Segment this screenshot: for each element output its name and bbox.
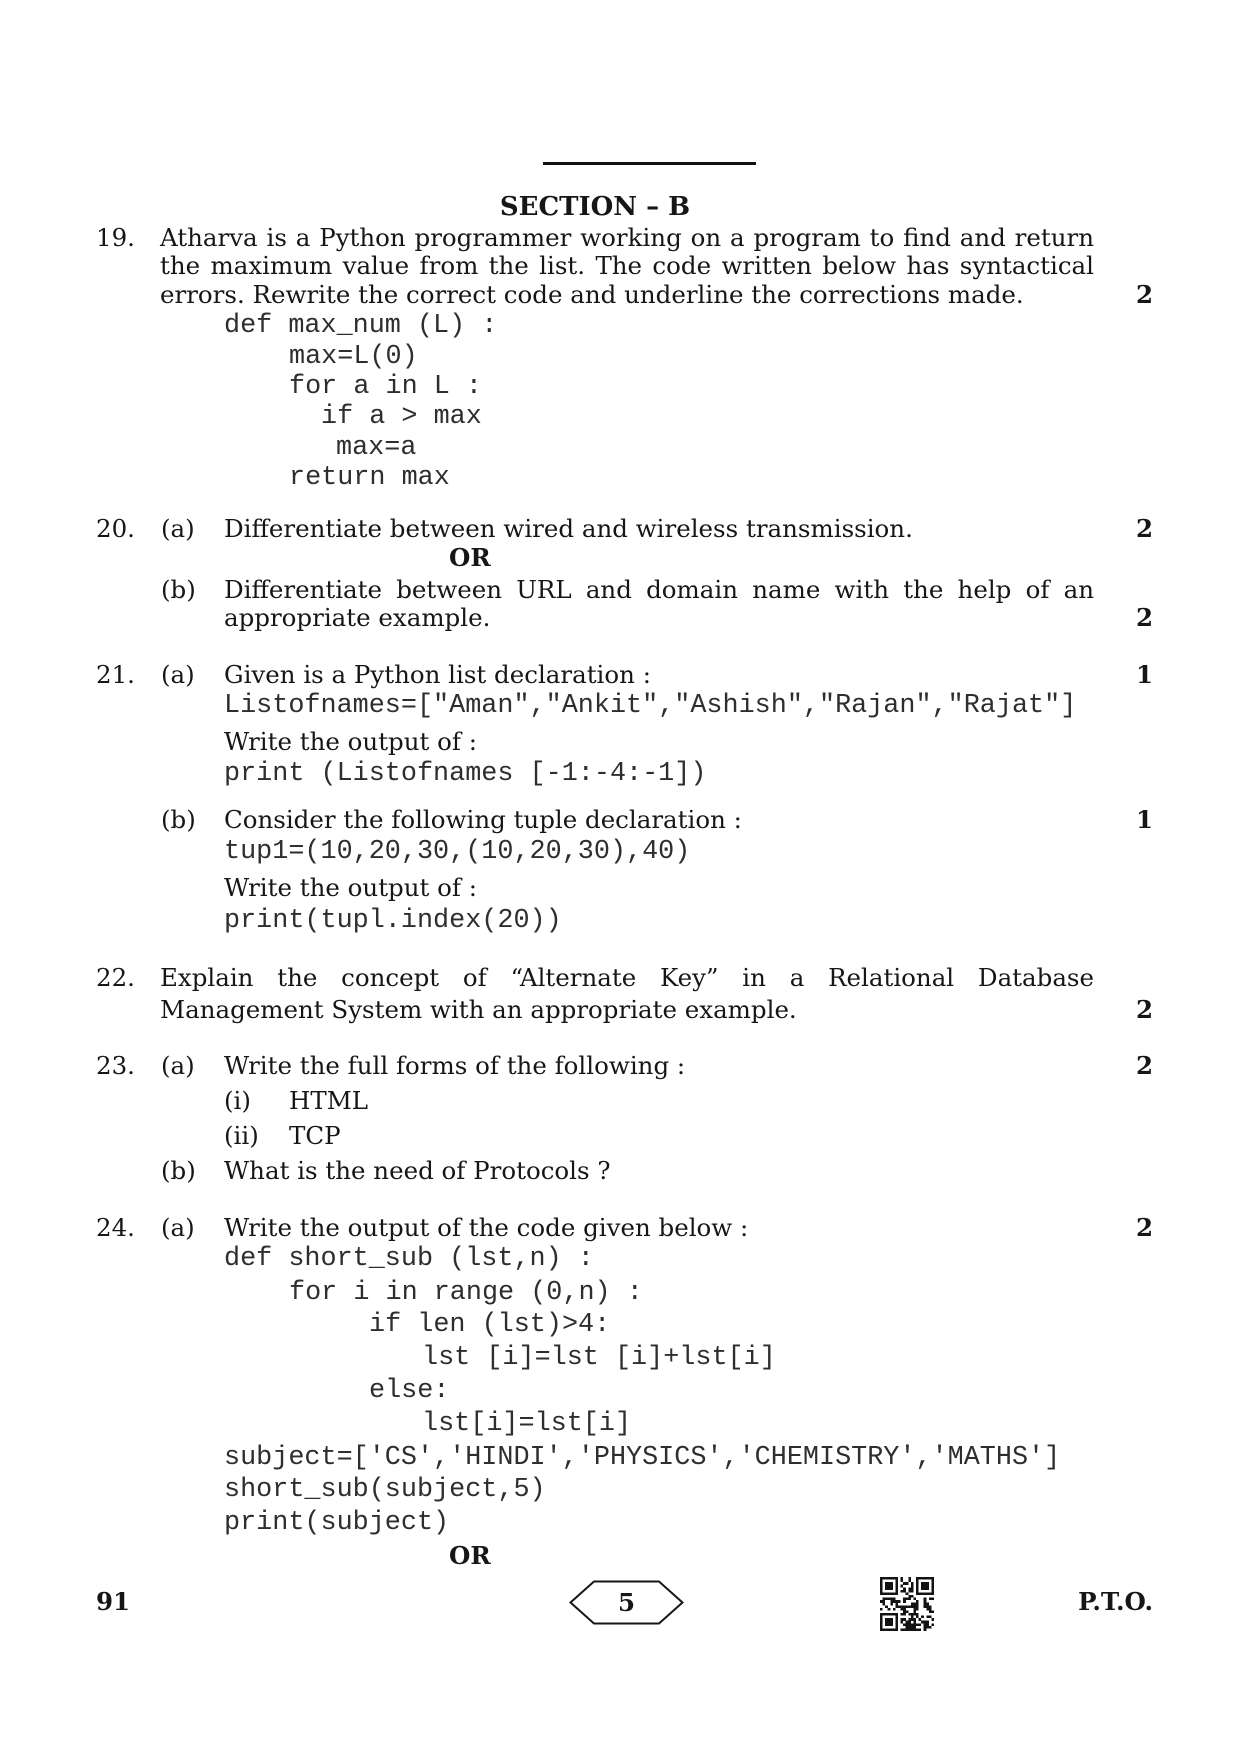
pto-label: P.T.O. [1078, 1587, 1153, 1616]
code-line: print(subject) [224, 1508, 450, 1538]
page-number-badge [569, 1580, 684, 1625]
subitem-text: TCP [289, 1121, 341, 1150]
marks: 1 [1135, 805, 1153, 834]
question-text-line: Given is a Python list declaration : [224, 659, 651, 689]
question-text-line: appropriate example. [224, 603, 491, 632]
part-label: (b) [161, 805, 196, 834]
code-line: subject=['CS','HINDI','PHYSICS','CHEMISTRY','MATHS'] [224, 1442, 1061, 1473]
marks: 1 [1135, 659, 1153, 689]
code-line: max=a [336, 433, 417, 463]
code-line: if a > max [321, 402, 482, 433]
part-label: (b) [161, 575, 196, 604]
code-line: for a in L : [289, 372, 482, 402]
question-text-line: Management System with an appropriate example. [160, 994, 797, 1024]
part-label: (a) [161, 514, 195, 543]
question-text-line: Differentiate between wired and wireless transmission. [224, 514, 913, 543]
code-line: print (Listofnames [-1:-4:-1]) [224, 759, 707, 789]
code-line: for i in range (0,n) : [289, 1278, 643, 1308]
code-line: def max_num (L) : [224, 311, 498, 341]
code-line: tup1=(10,20,30,(10,20,30),40) [224, 837, 691, 867]
part-label: (b) [161, 1156, 196, 1185]
code-line: def short_sub (lst,n) : [224, 1244, 594, 1274]
code-line: lst[i]=lst[i] [422, 1408, 632, 1439]
part-label: (a) [161, 659, 195, 689]
part-label: (a) [161, 1051, 195, 1080]
subitem-label: (i) [224, 1086, 251, 1115]
question-text-line: Explain the concept of “Alternate Key” in a Relational Database [160, 963, 1094, 992]
subitem-label: (ii) [224, 1121, 259, 1150]
marks: 2 [1135, 603, 1153, 632]
question-text-line: Differentiate between URL and domain name with the help of an [224, 575, 1094, 604]
page-number: 5 [617, 1587, 636, 1617]
paper-code: 91 [96, 1587, 131, 1616]
question-text-line: Write the output of the code given below : [224, 1212, 749, 1242]
question-text-line: errors. Rewrite the correct code and underline the corrections made. [160, 279, 1024, 309]
code-line: return max [289, 463, 450, 494]
marks: 2 [1135, 514, 1153, 543]
question-text-line: What is the need of Protocols ? [224, 1156, 611, 1185]
subitem-text: HTML [289, 1086, 369, 1115]
section-divider-rule [543, 162, 756, 165]
question-text-line: Atharva is a Python programmer working on a program to find and return [160, 223, 1094, 252]
question-text-line: Consider the following tuple declaration : [224, 805, 742, 834]
code-line: if len (lst)>4: [369, 1309, 611, 1340]
part-label: (a) [161, 1212, 195, 1242]
code-line: lst [i]=lst [i]+lst[i] [422, 1343, 776, 1374]
code-line: else: [369, 1376, 450, 1406]
question-text-line: Write the full forms of the following : [224, 1051, 686, 1080]
question-text-line: the maximum value from the list. The code written below has syntactical [160, 251, 1094, 280]
code-line: short_sub(subject,5) [224, 1475, 546, 1506]
marks: 2 [1135, 1212, 1153, 1242]
marks: 2 [1135, 1051, 1153, 1080]
question-number: 19. [96, 223, 135, 252]
code-line: Listofnames=["Aman","Ankit","Ashish","Rajan","Rajat"] [224, 691, 1077, 722]
question-number: 23. [96, 1051, 135, 1080]
question-number: 22. [96, 963, 135, 992]
question-text-line: Write the output of : [224, 727, 478, 757]
question-text-line: Write the output of : [224, 873, 478, 902]
code-line: max=L(0) [289, 341, 418, 372]
or-separator: OR [449, 543, 491, 573]
section-heading: SECTION – B [499, 191, 691, 222]
marks: 2 [1135, 279, 1153, 309]
or-separator: OR [449, 1540, 491, 1570]
question-number: 20. [96, 514, 135, 543]
question-number: 24. [96, 1212, 135, 1242]
marks: 2 [1135, 994, 1153, 1024]
code-line: print(tupl.index(20)) [224, 905, 562, 936]
qr-code [880, 1577, 934, 1631]
question-number: 21. [96, 659, 135, 689]
